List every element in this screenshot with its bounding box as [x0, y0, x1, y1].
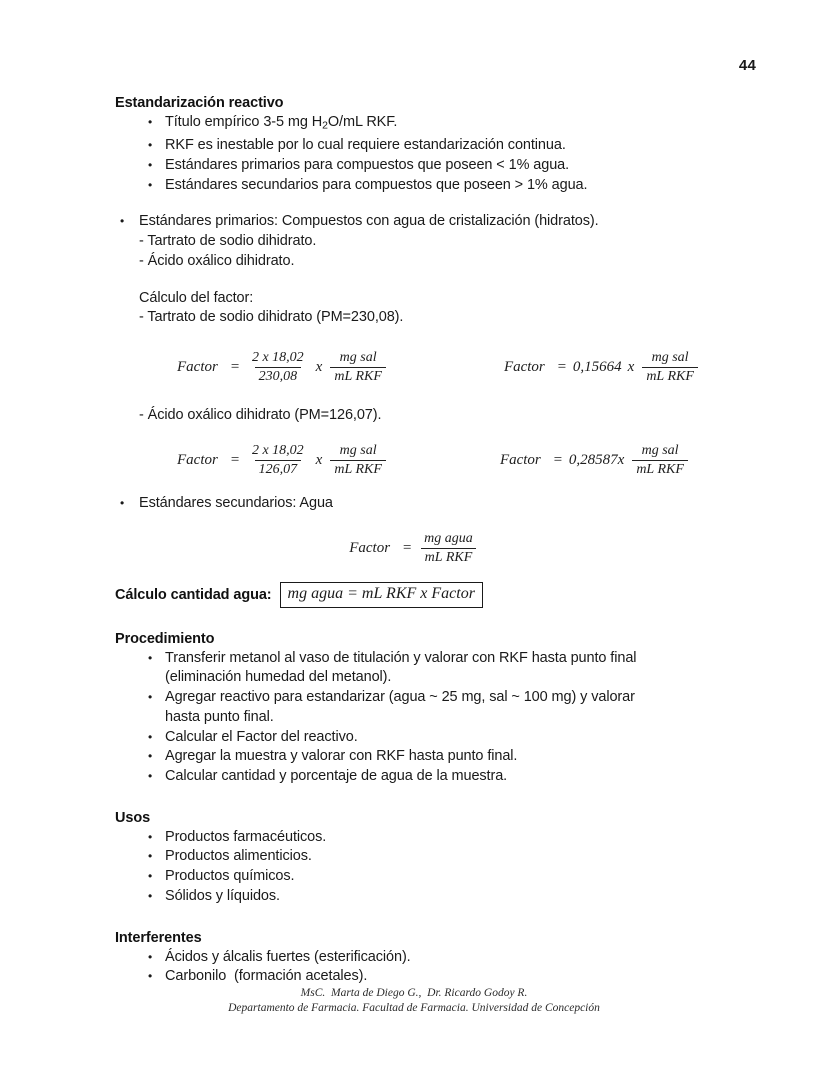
formula-equals: = [229, 451, 240, 468]
formula-multiply: x [315, 358, 323, 375]
heading-usos: Usos [115, 809, 151, 826]
procedure-line-2b: hasta punto final. [165, 708, 274, 725]
document-content [115, 94, 753, 987]
list-item: • Calcular cantidad y porcentaje de agua de la muestra. [148, 767, 753, 787]
formula-row-oxalico [115, 443, 753, 477]
page-footer [0, 986, 828, 1016]
formula-lhs: Factor [503, 358, 545, 375]
list-item: • Agregar la muestra y valorar con RKF hasta punto final. [148, 747, 753, 767]
fraction-numerator: 2 x 18,02 [251, 349, 304, 365]
fraction-denominator: mL RKF [330, 460, 386, 478]
fraction-numerator: mg sal [339, 442, 377, 458]
fraction-ratio [248, 350, 308, 384]
fraction-units [420, 531, 477, 565]
heading-estandarizacion-reactivo: Estandarización reactivo [115, 95, 284, 111]
formula-value: 0,15664 [572, 358, 622, 375]
formula-equals: = [229, 358, 240, 375]
list-item: • Calcular el Factor del reactivo. [148, 728, 753, 748]
list-item [148, 113, 753, 136]
list-item: • Sólidos y líquidos. [148, 887, 753, 907]
formula-oxalico-right [500, 443, 690, 477]
fraction-denominator: 126,07 [255, 460, 302, 478]
subscript-two: 2 [322, 120, 328, 132]
fraction-denominator: mL RKF [632, 460, 688, 478]
heading-procedimiento: Procedimiento [115, 630, 215, 647]
fraction-units [330, 443, 386, 477]
fraction-units [330, 350, 386, 384]
footer-authors: MsC. Marta de Diego G., Dr. Ricardo Godoy R. [300, 987, 528, 999]
label-calculo-cantidad-agua: Cálculo cantidad agua: [115, 587, 272, 604]
bullet-text-titulo-empirico-a: Título empírico 3-5 mg H [165, 114, 323, 130]
formula-lhs: Factor [177, 451, 218, 468]
heading-interferentes: Interferentes [115, 929, 202, 946]
label-calculo-del-factor: Cálculo del factor: [139, 289, 254, 306]
list-item [148, 688, 753, 727]
list-interferentes [148, 948, 753, 987]
subline-oxalico-pm: - Ácido oxálico dihidrato (PM=126,07). [139, 407, 382, 424]
footer-affiliation: Departamento de Farmacia. Facultad de Farmacia. Universidad de Concepción [228, 1002, 600, 1014]
subline-tartrato-pm: - Tartrato de sodio dihidrato (PM=230,08). [139, 309, 404, 326]
list-item: • Estándares primarios para compuestos que poseen < 1% agua. [148, 156, 753, 176]
page-number: 44 [738, 57, 756, 74]
formula-multiply: x [315, 451, 323, 468]
list-item: • Productos alimenticios. [148, 847, 753, 867]
list-item: • Estándares secundarios: Agua [120, 494, 753, 514]
list-item: • Estándares primarios: Compuestos con agua de cristalización (hidratos). [120, 212, 753, 232]
fraction-denominator: mL RKF [330, 367, 386, 385]
fraction-denominator: 230,08 [255, 367, 302, 385]
fraction-numerator: 2 x 18,02 [251, 442, 304, 458]
list-estandares-secundarios [120, 494, 753, 514]
list-item: • Productos químicos. [148, 867, 753, 887]
fraction-units [632, 443, 688, 477]
formula-oxalico-left [177, 443, 388, 477]
procedure-line-1b: (eliminación humedad del metanol). [165, 669, 392, 686]
procedure-line-1a: Transferir metanol al vaso de titulación y valorar con RKF hasta punto final [165, 649, 637, 666]
formula-equals: = [552, 451, 563, 468]
fraction-numerator: mg sal [339, 349, 377, 365]
list-item: • Carbonilo (formación acetales). [148, 967, 753, 987]
formula-lhs: Factor [499, 451, 541, 468]
fraction-numerator: mg sal [641, 442, 679, 458]
list-item: • Ácidos y álcalis fuertes (esterificación). [148, 948, 753, 968]
formula-value: 0,28587x [568, 451, 625, 468]
subline-acido-oxalico: - Ácido oxálico dihidrato. [139, 252, 295, 269]
formula-tartrato-left [177, 350, 388, 384]
fraction-numerator: mg agua [424, 531, 473, 547]
fraction-ratio [248, 443, 308, 477]
procedure-line-2a: Agregar reactivo para estandarizar (agua ~ 25 mg, sal ~ 100 mg) y valorar [165, 689, 635, 706]
list-estandares-primarios [120, 212, 753, 232]
calculo-cantidad-agua-row [115, 582, 753, 607]
list-usos [148, 828, 753, 907]
list-estandarizacion-bullets [148, 113, 753, 195]
formula-row-tartrato [115, 350, 753, 384]
formula-equals: = [402, 539, 413, 556]
boxed-formula-mg-agua: mg agua = mL RKF x Factor [280, 582, 483, 607]
list-item: • Productos farmacéuticos. [148, 828, 753, 848]
formula-factor-agua [349, 531, 479, 565]
subline-tartrato-sodio: - Tartrato de sodio dihidrato. [139, 233, 317, 250]
fraction-denominator: mL RKF [642, 367, 698, 385]
list-item: • Estándares secundarios para compuestos que poseen > 1% agua. [148, 176, 753, 196]
formula-lhs: Factor [177, 358, 218, 375]
list-item [148, 649, 753, 688]
formula-lhs: Factor [349, 539, 391, 556]
fraction-numerator: mg sal [651, 349, 689, 365]
list-procedimiento [148, 649, 753, 787]
fraction-denominator: mL RKF [421, 548, 477, 566]
list-item: • RKF es inestable por lo cual requiere estandarización continua. [148, 136, 753, 156]
formula-row-agua [115, 531, 753, 565]
bullet-text-titulo-empirico-b: O/mL RKF. [327, 114, 398, 130]
formula-multiply: x [627, 358, 635, 375]
formula-equals: = [556, 358, 567, 375]
formula-tartrato-right [504, 350, 700, 384]
fraction-units [642, 350, 698, 384]
